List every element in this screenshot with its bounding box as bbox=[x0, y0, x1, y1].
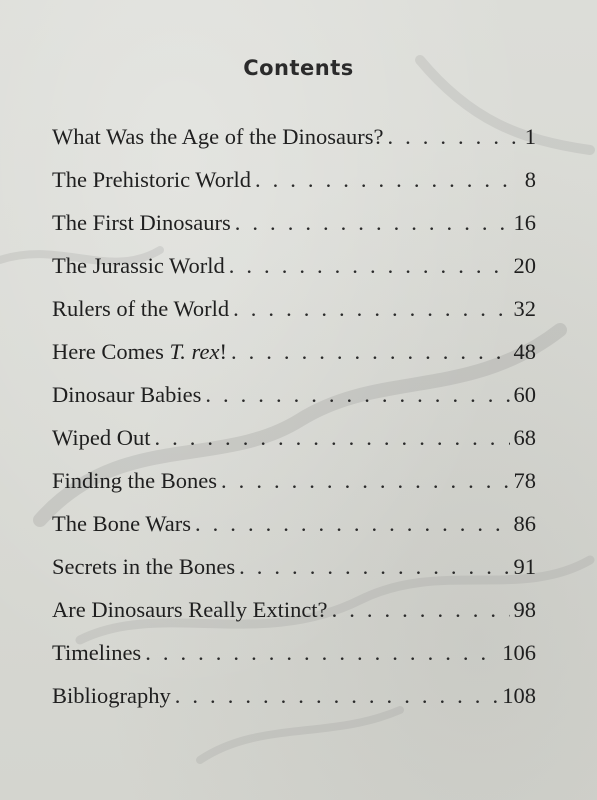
dot-leader bbox=[255, 167, 521, 193]
toc-entry bbox=[52, 210, 536, 253]
toc-entry-title: Wiped Out bbox=[52, 425, 151, 450]
dot-leader bbox=[229, 253, 510, 279]
dot-leader bbox=[145, 640, 498, 666]
toc-entry bbox=[52, 640, 536, 683]
toc-entry-title: Dinosaur Babies bbox=[52, 382, 202, 407]
toc-entry-title: The Prehistoric World bbox=[52, 167, 251, 192]
toc-entry-page: 48 bbox=[513, 339, 536, 364]
toc-entry-title: Timelines bbox=[52, 640, 142, 665]
toc-entry-page: 98 bbox=[513, 597, 536, 622]
toc-entry-title-suffix: ! bbox=[219, 339, 227, 364]
toc-entry-page: 91 bbox=[513, 554, 536, 579]
toc-entry-page: 106 bbox=[502, 640, 536, 665]
page-title: Contents bbox=[243, 56, 354, 80]
toc-entry-page: 68 bbox=[513, 425, 536, 450]
dot-leader bbox=[387, 124, 520, 150]
toc-entry bbox=[52, 597, 536, 640]
dot-leader bbox=[195, 511, 510, 537]
toc-entry-page: 108 bbox=[502, 683, 536, 708]
toc-entry bbox=[52, 253, 536, 296]
toc-entry bbox=[52, 554, 536, 597]
toc-entry bbox=[52, 511, 536, 554]
toc-entry bbox=[52, 382, 536, 425]
toc-entry-page: 16 bbox=[513, 210, 536, 235]
dot-leader bbox=[154, 425, 509, 451]
toc-entry-page: 20 bbox=[513, 253, 536, 278]
toc-entry-title: The Jurassic World bbox=[52, 253, 225, 278]
toc-entry-title: The First Dinosaurs bbox=[52, 210, 231, 235]
toc-entry bbox=[52, 296, 536, 339]
toc-entry-page: 1 bbox=[524, 124, 536, 149]
toc-entry-title: Finding the Bones bbox=[52, 468, 218, 493]
table-of-contents bbox=[52, 124, 536, 726]
toc-entry bbox=[52, 339, 536, 382]
dot-leader bbox=[205, 382, 509, 408]
toc-entry-title bbox=[52, 339, 227, 365]
dot-leader bbox=[235, 210, 510, 236]
dot-leader bbox=[175, 683, 499, 709]
toc-entry-title: Bibliography bbox=[52, 683, 171, 708]
toc-entry-title: The Bone Wars bbox=[52, 511, 191, 536]
toc-entry-page: 86 bbox=[513, 511, 536, 536]
toc-entry bbox=[52, 167, 536, 210]
toc-entry-page: 78 bbox=[513, 468, 536, 493]
toc-entry bbox=[52, 683, 536, 726]
toc-entry-page: 8 bbox=[524, 167, 536, 192]
dot-leader bbox=[221, 468, 509, 494]
toc-entry-title-prefix: Here Comes bbox=[52, 339, 170, 364]
toc-entry-title: Secrets in the Bones bbox=[52, 554, 236, 579]
toc-entry-title-italic: T. rex bbox=[169, 339, 220, 364]
toc-entry bbox=[52, 468, 536, 511]
dot-leader bbox=[239, 554, 509, 580]
dot-leader bbox=[332, 597, 510, 623]
toc-entry-page: 60 bbox=[513, 382, 536, 407]
dot-leader bbox=[233, 296, 509, 322]
dot-leader bbox=[231, 339, 510, 365]
toc-entry-title: Rulers of the World bbox=[52, 296, 230, 321]
toc-entry-title: What Was the Age of the Dinosaurs? bbox=[52, 124, 384, 149]
toc-entry-page: 32 bbox=[513, 296, 536, 321]
toc-entry bbox=[52, 124, 536, 167]
toc-entry bbox=[52, 425, 536, 468]
toc-entry-title: Are Dinosaurs Really Extinct? bbox=[52, 597, 328, 622]
